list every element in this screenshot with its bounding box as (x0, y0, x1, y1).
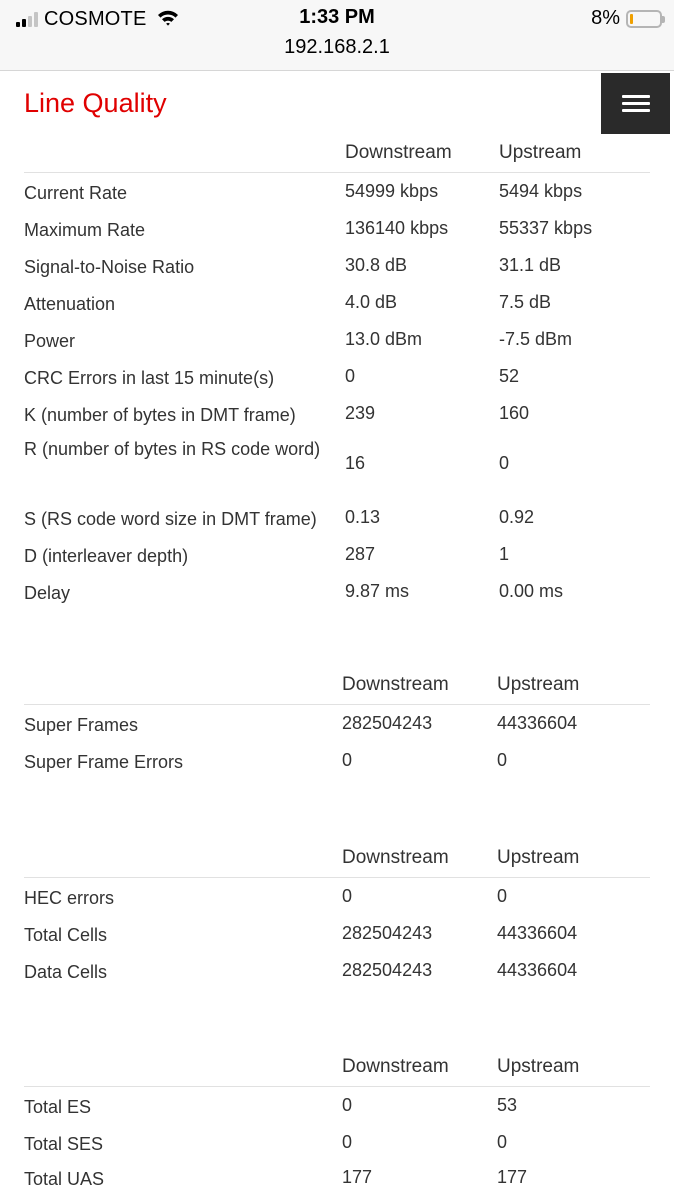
menu-button[interactable] (601, 73, 670, 134)
battery-percent: 8% (591, 7, 620, 29)
downstream-value: 282504243 (342, 923, 433, 943)
upstream-value: 177 (497, 1167, 528, 1187)
upstream-value: 44336604 (497, 923, 578, 943)
downstream-value: 30.8 dB (345, 255, 408, 275)
super-frames-table (24, 668, 650, 779)
row-label: Total UAS (24, 1169, 105, 1189)
table-row (24, 1087, 650, 1124)
row-label: HEC errors (24, 888, 115, 908)
upstream-value: 53 (497, 1095, 518, 1115)
address-bar-url[interactable]: 192.168.2.1 (284, 36, 390, 58)
downstream-value: 282504243 (342, 960, 433, 980)
upstream-value: -7.5 dBm (499, 329, 573, 349)
table-row (24, 1159, 650, 1196)
table-row (24, 247, 650, 284)
downstream-value: 0.13 (345, 507, 381, 527)
table-row (24, 705, 650, 742)
row-label: K (number of bytes in DMT frame) (24, 405, 296, 425)
row-label: Data Cells (24, 962, 108, 982)
row-label: S (RS code word size in DMT frame) (24, 509, 317, 529)
upstream-value: 52 (499, 366, 520, 386)
column-header-upstream: Upstream (499, 142, 582, 163)
column-header-downstream: Downstream (342, 847, 449, 868)
upstream-value: 7.5 dB (499, 292, 552, 312)
table-row (24, 878, 650, 915)
upstream-value: 0 (497, 886, 508, 906)
column-header-upstream: Upstream (497, 674, 580, 695)
row-label: Power (24, 331, 76, 351)
upstream-value: 1 (499, 544, 510, 564)
row-label: Current Rate (24, 183, 128, 203)
upstream-value: 31.1 dB (499, 255, 562, 275)
column-header-downstream: Downstream (342, 1056, 449, 1077)
table-row (24, 395, 650, 432)
errored-seconds-table (24, 1050, 650, 1196)
table-row (24, 321, 650, 358)
downstream-value: 0 (342, 750, 353, 770)
table-row (24, 284, 650, 321)
column-header-upstream: Upstream (497, 847, 580, 868)
table-row (24, 358, 650, 395)
hamburger-menu-icon (622, 91, 650, 116)
downstream-value: 4.0 dB (345, 292, 398, 312)
row-label: Total Cells (24, 925, 108, 945)
battery-icon (626, 10, 662, 28)
downstream-value: 54999 kbps (345, 181, 439, 201)
downstream-value: 9.87 ms (345, 581, 410, 601)
downstream-value: 239 (345, 403, 376, 423)
row-label: Total SES (24, 1134, 104, 1154)
row-label: Attenuation (24, 294, 116, 314)
row-label: Super Frames (24, 715, 139, 735)
downstream-value: 0 (342, 1132, 353, 1152)
table-row (24, 915, 650, 952)
row-label: Signal-to-Noise Ratio (24, 257, 195, 277)
column-header-downstream: Downstream (345, 142, 452, 163)
table-row (24, 210, 650, 247)
downstream-value: 177 (342, 1167, 373, 1187)
table-row (24, 573, 650, 610)
page-title: Line Quality (24, 88, 167, 118)
upstream-value: 0.92 (499, 507, 535, 527)
table-row (24, 742, 650, 779)
row-label: R (number of bytes in RS code word) (24, 439, 321, 459)
table-row (24, 536, 650, 573)
downstream-value: 0 (342, 1095, 353, 1115)
table-row (24, 499, 650, 536)
table-header (24, 136, 650, 173)
status-time: 1:33 PM (299, 6, 375, 28)
upstream-value: 5494 kbps (499, 181, 583, 201)
downstream-value: 13.0 dBm (345, 329, 423, 349)
row-label: Delay (24, 583, 71, 603)
cells-table (24, 841, 650, 989)
row-label: CRC Errors in last 15 minute(s) (24, 368, 275, 388)
upstream-value: 0 (497, 750, 508, 770)
table-row (24, 173, 650, 210)
row-label: Total ES (24, 1097, 92, 1117)
downstream-value: 136140 kbps (345, 218, 449, 238)
upstream-value: 160 (499, 403, 530, 423)
upstream-value: 44336604 (497, 960, 578, 980)
row-label: Super Frame Errors (24, 752, 184, 772)
upstream-value: 0.00 ms (499, 581, 564, 601)
status-right (591, 7, 662, 30)
table-row (24, 1124, 650, 1159)
status-bar (0, 0, 674, 71)
column-header-upstream: Upstream (497, 1056, 580, 1077)
carrier-name: COSMOTE (44, 7, 147, 30)
table-row (24, 952, 650, 989)
upstream-value: 55337 kbps (499, 218, 593, 238)
downstream-value: 282504243 (342, 713, 433, 733)
upstream-value: 0 (499, 453, 510, 473)
upstream-value: 0 (497, 1132, 508, 1152)
row-label: Maximum Rate (24, 220, 146, 240)
row-label: D (interleaver depth) (24, 546, 189, 566)
downstream-value: 0 (342, 886, 353, 906)
table-header (24, 668, 650, 705)
downstream-value: 287 (345, 544, 376, 564)
column-header-downstream: Downstream (342, 674, 449, 695)
table-row (24, 432, 650, 499)
line-stats-table (24, 136, 650, 610)
downstream-value: 16 (345, 453, 366, 473)
upstream-value: 44336604 (497, 713, 578, 733)
downstream-value: 0 (345, 366, 356, 386)
table-header (24, 841, 650, 878)
table-header (24, 1050, 650, 1087)
